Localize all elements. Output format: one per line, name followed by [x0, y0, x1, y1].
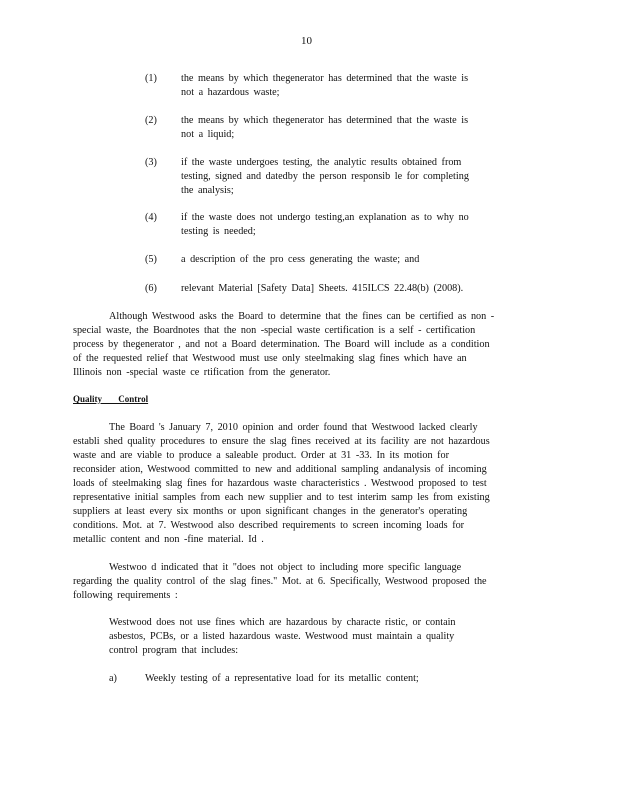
paragraph-line: reconsider ation, Westwood committed to new and additional sampling andanalysis of incoming	[73, 464, 487, 475]
list-item-line: the means by which thegenerator has determined that the waste is	[181, 115, 469, 126]
list-number: (3)	[145, 157, 157, 168]
list-number: (4)	[145, 212, 157, 223]
section-heading: Quality Control	[73, 394, 149, 404]
paragraph-line: regarding the quality control of the slag fines." Mot. at 6. Specifically, Westwood proposed the	[73, 576, 487, 587]
list-number: (6)	[145, 283, 157, 294]
sub-item-text: Weekly testing of a representative load for its metallic content;	[145, 673, 419, 684]
list-item-line: a description of the pro cess generating the waste; and	[181, 254, 420, 265]
paragraph-line: representative initial samples from each new supplier and to test interim samp les from existing	[73, 492, 490, 503]
paragraph-line: special waste, the Boardnotes that the non -special waste certification is a self - certification	[73, 325, 476, 336]
list-number: (1)	[145, 73, 157, 84]
list-item-line: testing, signed and datedby the person responsib le for completing	[181, 171, 469, 182]
quote-line: Westwood does not use fines which are hazardous by characte ristic, or contain	[109, 617, 456, 628]
list-item-line: not a liquid;	[181, 129, 235, 140]
quote-line: asbestos, PCBs, or a listed hazardous waste. Westwood must maintain a quality	[109, 631, 455, 642]
list-item-line: not a hazardous waste;	[181, 87, 280, 98]
paragraph-line: Westwoo d indicated that it "does not object to including more specific language	[109, 562, 462, 573]
paragraph-line: establi shed quality procedures to ensure the slag fines received at its facility are not hazardous	[73, 436, 490, 447]
list-item-line: the analysis;	[181, 185, 234, 196]
paragraph-line: suppliers at least every six months or upon significant changes in the generator's operating	[73, 506, 468, 517]
paragraph-line: The Board 's January 7, 2010 opinion and order found that Westwood lacked clearly	[109, 422, 478, 433]
sub-item-letter: a)	[109, 673, 117, 684]
list-number: (2)	[145, 115, 157, 126]
paragraph-line: process by thegenerator , and not a Board determination. The Board will include as a condition	[73, 339, 490, 350]
list-item-line: relevant Material [Safety Data] Sheets. 415ILCS 22.48(b) (2008).	[181, 283, 464, 294]
paragraph-line: Illinois non -special waste ce rtification from the generator.	[73, 367, 331, 378]
paragraph-line: waste and are viable to produce a saleable product. Order at 31 -33. In its motion for	[73, 450, 449, 461]
list-item-line: the means by which thegenerator has determined that the waste is	[181, 73, 469, 84]
paragraph-line: loads of steelmaking slag fines for hazardous waste characteristics . Westwood proposed to test	[73, 478, 487, 489]
paragraph-line: metallic content and non -fine material. Id .	[73, 534, 264, 545]
paragraph-line: of the requested relief that Westwood must use only steelmaking slag fines which have an	[73, 353, 467, 364]
page-number: 10	[301, 35, 312, 47]
paragraph-line: following requirements :	[73, 590, 178, 601]
list-item-line: testing is needed;	[181, 226, 256, 237]
list-item-line: if the waste undergoes testing, the analytic results obtained from	[181, 157, 462, 168]
paragraph-line: conditions. Mot. at 7. Westwood also described requirements to screen incoming loads for	[73, 520, 465, 531]
quote-line: control program that includes:	[109, 645, 239, 656]
paragraph-line: Although Westwood asks the Board to determine that the fines can be certified as non -	[109, 311, 495, 322]
list-item-line: if the waste does not undergo testing,an explanation as to why no	[181, 212, 469, 223]
list-number: (5)	[145, 254, 157, 265]
